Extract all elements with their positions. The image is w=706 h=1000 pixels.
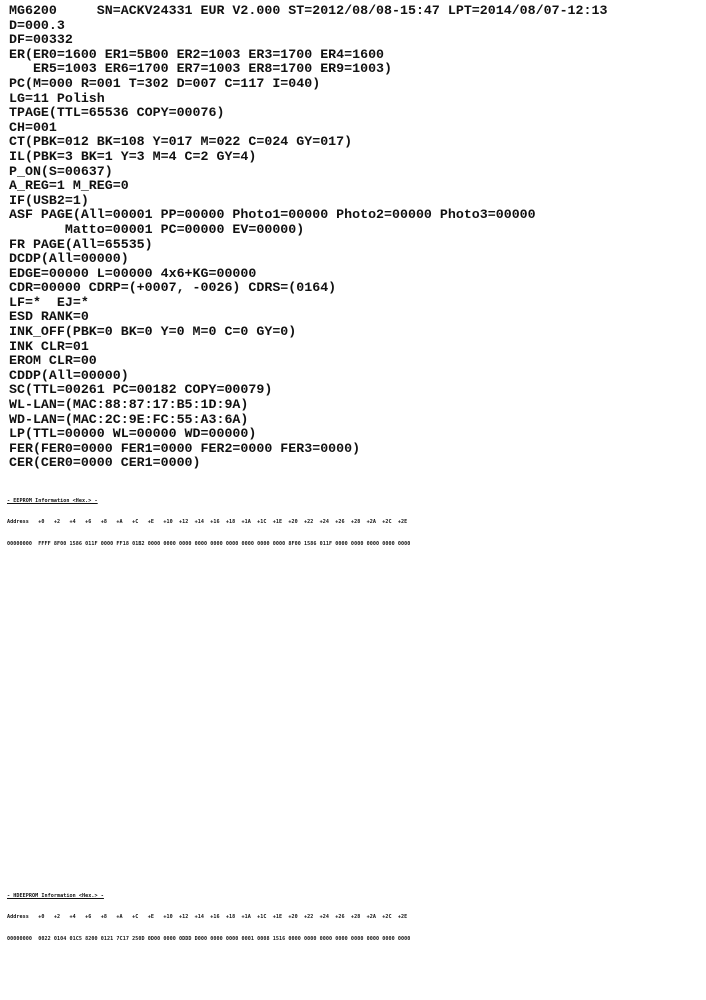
status-line: MG6200 SN=ACKV24331 EUR V2.000 ST=2012/08/08-15:47 LPT=2014/08/07-12:13	[9, 3, 608, 18]
status-line: D=000.3	[9, 17, 65, 33]
hdeeprom-hex-dump	[7, 879, 410, 957]
status-line: P_ON(S=00637)	[9, 163, 113, 179]
status-line: Matto=00001 PC=00000 EV=00000)	[9, 221, 305, 237]
status-line: DF=00332	[9, 32, 73, 48]
eeprom-rows	[7, 541, 410, 548]
status-line: PC(M=000 R=001 T=302 D=007 C=117 I=040)	[9, 75, 321, 91]
status-line: IL(PBK=3 BK=1 Y=3 M=4 C=2 GY=4)	[9, 148, 257, 164]
status-line: SC(TTL=00261 PC=00182 COPY=00079)	[9, 382, 273, 398]
status-line: CDDP(All=00000)	[9, 367, 129, 383]
status-line: CER(CER0=0000 CER1=0000)	[9, 455, 201, 471]
status-line: FR PAGE(All=65535)	[9, 236, 153, 252]
status-line: TPAGE(TTL=65536 COPY=00076)	[9, 105, 225, 121]
status-line: WD-LAN=(MAC:2C:9E:FC:55:A3:6A)	[9, 411, 249, 427]
hdeeprom-row: 00000000 0022 0104 01C5 8200 0121 7C17 250D 0D00 0000 0DDD D000 0000 0000 0001 0008 1516 0000 0000 0000 0000 0000 0000 0000 0000	[7, 935, 411, 942]
hdeeprom-column-header: Address +0 +2 +4 +6 +8 +A +C +E +10 +12 +14 +16 +18 +1A +1C +1E +20 +22 +24 +26 +28 +2A +2C +2E	[7, 914, 408, 921]
status-line: LG=11 Polish	[9, 90, 105, 106]
eeprom-title: - EEPROM Information <Hex.> -	[7, 498, 98, 505]
status-line: LP(TTL=00000 WL=00000 WD=00000)	[9, 426, 257, 442]
eeprom-row: 00000000 FFFF 8F00 1586 011F 0000 FF18 01B2 0000 0000 0000 0000 0000 0000 0000 0000 0000 8F00 1586 011F 0000 0000 0000 0000 0000	[7, 540, 411, 547]
status-line: IF(USB2=1)	[9, 192, 89, 208]
status-line: FER(FER0=0000 FER1=0000 FER2=0000 FER3=0000)	[9, 440, 361, 456]
status-line: EROM CLR=00	[9, 353, 97, 369]
eeprom-hex-dump	[7, 484, 410, 562]
status-line: DCDP(All=00000)	[9, 251, 129, 267]
status-line: ER5=1003 ER6=1700 ER7=1003 ER8=1700 ER9=1003)	[9, 61, 393, 77]
status-line: INK_OFF(PBK=0 BK=0 Y=0 M=0 C=0 GY=0)	[9, 324, 297, 340]
hdeeprom-title: - HDEEPROM Information <Hex.> -	[7, 893, 104, 900]
status-line: WL-LAN=(MAC:88:87:17:B5:1D:9A)	[9, 397, 249, 413]
status-line: LF=* EJ=*	[9, 294, 89, 310]
status-line: ESD RANK=0	[9, 309, 89, 325]
status-line: EDGE=00000 L=00000 4x6+KG=00000	[9, 265, 257, 281]
status-line: A_REG=1 M_REG=0	[9, 178, 129, 194]
status-line: CDR=00000 CDRP=(+0007, -0026) CDRS=(0164)	[9, 280, 337, 296]
status-line: INK CLR=01	[9, 338, 89, 354]
eeprom-column-header: Address +0 +2 +4 +6 +8 +A +C +E +10 +12 +14 +16 +18 +1A +1C +1E +20 +22 +24 +26 +28 +2A +2C +2E	[7, 519, 408, 526]
printer-status-report	[9, 4, 607, 471]
status-line: ER(ER0=1600 ER1=5B00 ER2=1003 ER3=1700 ER4=1600	[9, 46, 385, 62]
status-line: CT(PBK=012 BK=108 Y=017 M=022 C=024 GY=017)	[9, 134, 353, 150]
status-line: ASF PAGE(All=00001 PP=00000 Photo1=00000 Photo2=00000 Photo3=00000	[9, 207, 536, 223]
hdeeprom-rows	[7, 936, 410, 943]
status-line: CH=001	[9, 119, 57, 135]
